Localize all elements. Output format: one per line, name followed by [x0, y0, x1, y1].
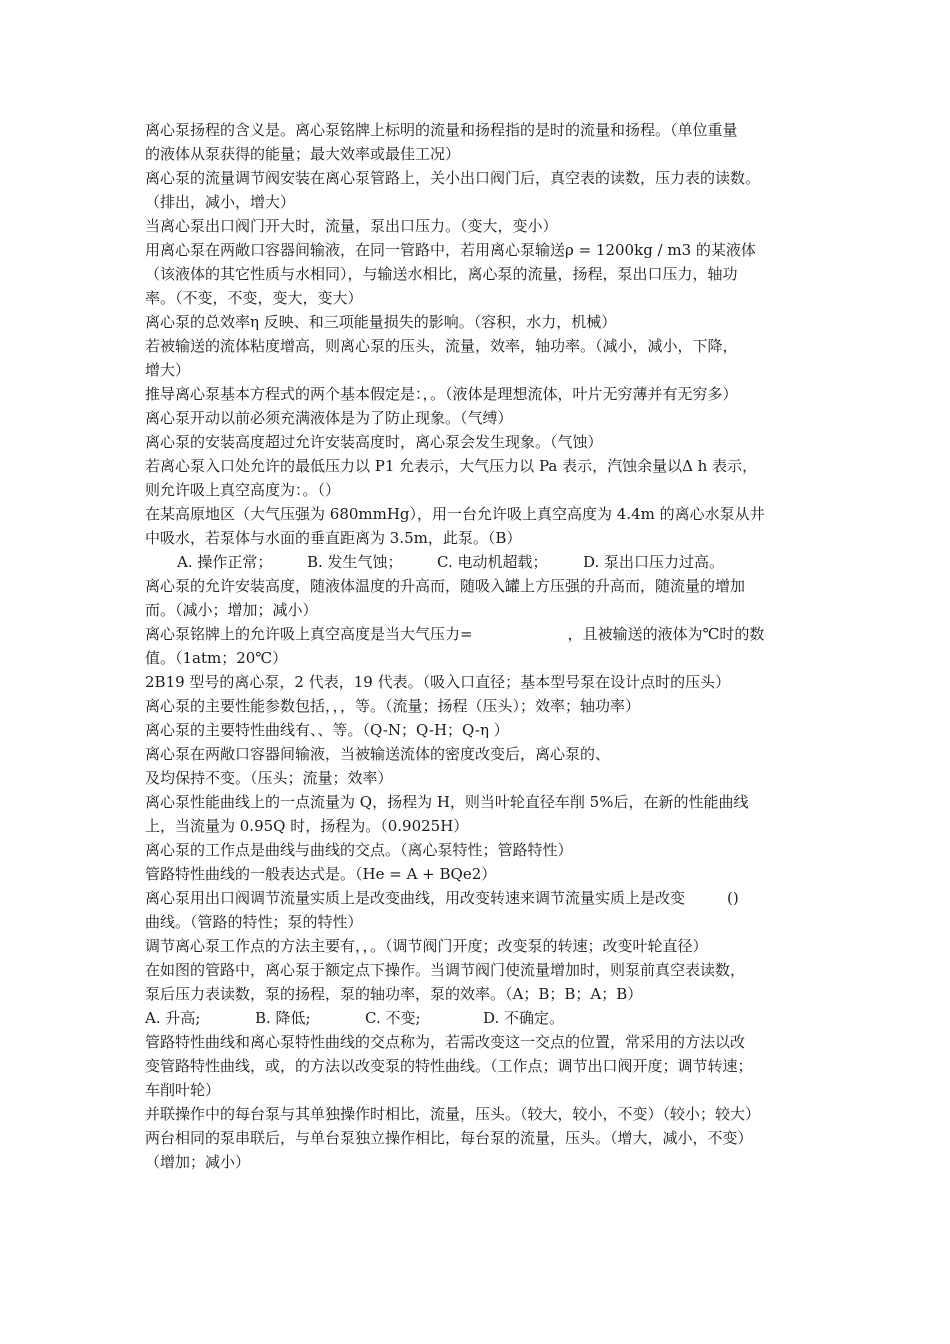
- text-line: 若离心泵入口处允许的最低压力以 P1 允表示，大气压力以 Pa 表示，汽蚀余量以Δ h 表示，: [145, 457, 758, 475]
- text-line: 若被输送的流体粘度增高，则离心泵的压头，流量，效率，轴功率。（减小，减小，下降，: [145, 337, 738, 355]
- text-line: 两台相同的泵串联后，与单台泵独立操作相比，每台泵的流量，压头。（增大，减小，不变）: [145, 1129, 753, 1147]
- text-segment: (): [727, 889, 739, 907]
- text-line: 而。（减小；增加；减小）: [145, 601, 318, 619]
- option-c: C. 不变;: [365, 1009, 421, 1027]
- text-line: 离心泵的允许安装高度，随液体温度的升高而，随吸入罐上方压强的升高而，随流量的增加: [145, 577, 746, 595]
- text-segment: 离心泵铭牌上的允许吸上真空高度是当大气压力=: [145, 625, 473, 643]
- text-line: （增加；减小）: [145, 1153, 251, 1171]
- option-b: B. 发生气蚀；: [307, 553, 403, 571]
- answer-options-1: [145, 550, 810, 574]
- text-line: 推导离心泵基本方程式的两个基本假定是：，。（液体是理想流体，叶片无穷薄并有无穷多）: [145, 385, 738, 403]
- option-c: C. 电动机超载；: [437, 553, 548, 571]
- text-line: 的液体从泵获得的能量；最大效率或最佳工况）: [145, 145, 461, 163]
- text-line: 车削叶轮）: [145, 1081, 221, 1099]
- option-a: A. 操作正常；: [177, 553, 273, 571]
- text-line: 曲线。（管路的特性；泵的特性）: [145, 913, 363, 931]
- text-line: 管路特性曲线的一般表达式是。（He = A + BQe2）: [145, 865, 497, 883]
- text-line: 在某高原地区（大气压强为 680mmHg），用一台允许吸上真空高度为 4.4m 的离心水泵从井: [145, 505, 765, 523]
- option-b: B. 降低;: [255, 1009, 311, 1027]
- option-d: D. 不确定。: [483, 1009, 565, 1027]
- text-line: 率。（不变，不变，变大，变大）: [145, 289, 363, 307]
- text-line: 离心泵的流量调节阀安装在离心泵管路上，关小出口阀门后，真空表的读数，压力表的读数。: [145, 169, 761, 187]
- text-line: 泵后压力表读数，泵的扬程，泵的轴功率，泵的效率。（A；B；B；A；B）: [145, 985, 643, 1003]
- option-d: D. 泵出口压力过高。: [583, 553, 725, 571]
- text-line-curve: [145, 886, 810, 910]
- text-line: 离心泵性能曲线上的一点流量为 Q，扬程为 H，则当叶轮直径车削 5%后，在新的性能曲线: [145, 793, 749, 811]
- option-a: A. 升高;: [145, 1009, 201, 1027]
- text-line: 变管路特性曲线，或，的方法以改变泵的特性曲线。（工作点；调节出口阀开度；调节转速；: [145, 1057, 753, 1075]
- text-line: 离心泵的总效率η 反映、和三项能量损失的影响。（容积，水力，机械）: [145, 313, 617, 331]
- answer-options-2: [145, 1006, 810, 1030]
- text-line: 离心泵扬程的含义是。离心泵铭牌上标明的流量和扬程指的是时的流量和扬程。（单位重量: [145, 121, 738, 139]
- text-line: 离心泵的工作点是曲线与曲线的交点。（离心泵特性；管路特性）: [145, 841, 573, 859]
- text-line: 中吸水，若泵体与水面的垂直距离为 3.5m，此泵。（B）: [145, 529, 522, 547]
- text-line: 及均保持不变。（压头；流量；效率）: [145, 769, 393, 787]
- text-line: 则允许吸上真空高度为：。（）: [145, 481, 341, 499]
- text-line-atm: [145, 622, 810, 646]
- text-line: （排出，减小，增大）: [145, 193, 296, 211]
- text-line: 离心泵的主要性能参数包括，，，等。（流量；扬程（压头）；效率；轴功率）: [145, 697, 641, 715]
- text-line: 用离心泵在两敞口容器间输液，在同一管路中，若用离心泵输送ρ = 1200kg / m3 的某液体: [145, 241, 756, 259]
- text-line: 当离心泵出口阀门开大时，流量，泵出口压力。（变大，变小）: [145, 217, 558, 235]
- text-line: 管路特性曲线和离心泵特性曲线的交点称为，若需改变这一交点的位置，常采用的方法以改: [145, 1033, 746, 1051]
- text-line: （该液体的其它性质与水相同），与输送水相比，离心泵的流量，扬程，泵出口压力，轴功: [145, 265, 738, 283]
- text-line: 离心泵在两敞口容器间输液，当被输送流体的密度改变后，离心泵的、: [145, 745, 611, 763]
- text-line: 上，当流量为 0.95Q 时，扬程为。（0.9025H）: [145, 817, 469, 835]
- text-line: 调节离心泵工作点的方法主要有，，。（调节阀门开度；改变泵的转速；改变叶轮直径）: [145, 937, 708, 955]
- text-line: 值。（1atm；20℃）: [145, 649, 288, 667]
- text-segment: ，且被输送的液体为℃时的数: [567, 625, 765, 643]
- text-line: 离心泵的主要特性曲线有、、等。（Q-N；Q-H；Q-η ）: [145, 721, 509, 739]
- text-line: 离心泵开动以前必须充满液体是为了防止现象。（气缚）: [145, 409, 513, 427]
- document-body: [145, 118, 810, 1174]
- text-line: 离心泵的安装高度超过允许安装高度时，离心泵会发生现象。（气蚀）: [145, 433, 603, 451]
- text-line: 2B19 型号的离心泵，2 代表，19 代表。（吸入口直径；基本型号泵在设计点时的压头）: [145, 673, 731, 691]
- text-segment: 离心泵用出口阀调节流量实质上是改变曲线，用改变转速来调节流量实质上是改变: [145, 889, 686, 907]
- text-line: 增大）: [145, 361, 191, 379]
- text-line: 并联操作中的每台泵与其单独操作时相比，流量，压头。（较大，较小，不变）（较小；较大）: [145, 1105, 761, 1123]
- text-line: 在如图的管路中，离心泵于额定点下操作。当调节阀门使流量增加时，则泵前真空表读数，: [145, 961, 746, 979]
